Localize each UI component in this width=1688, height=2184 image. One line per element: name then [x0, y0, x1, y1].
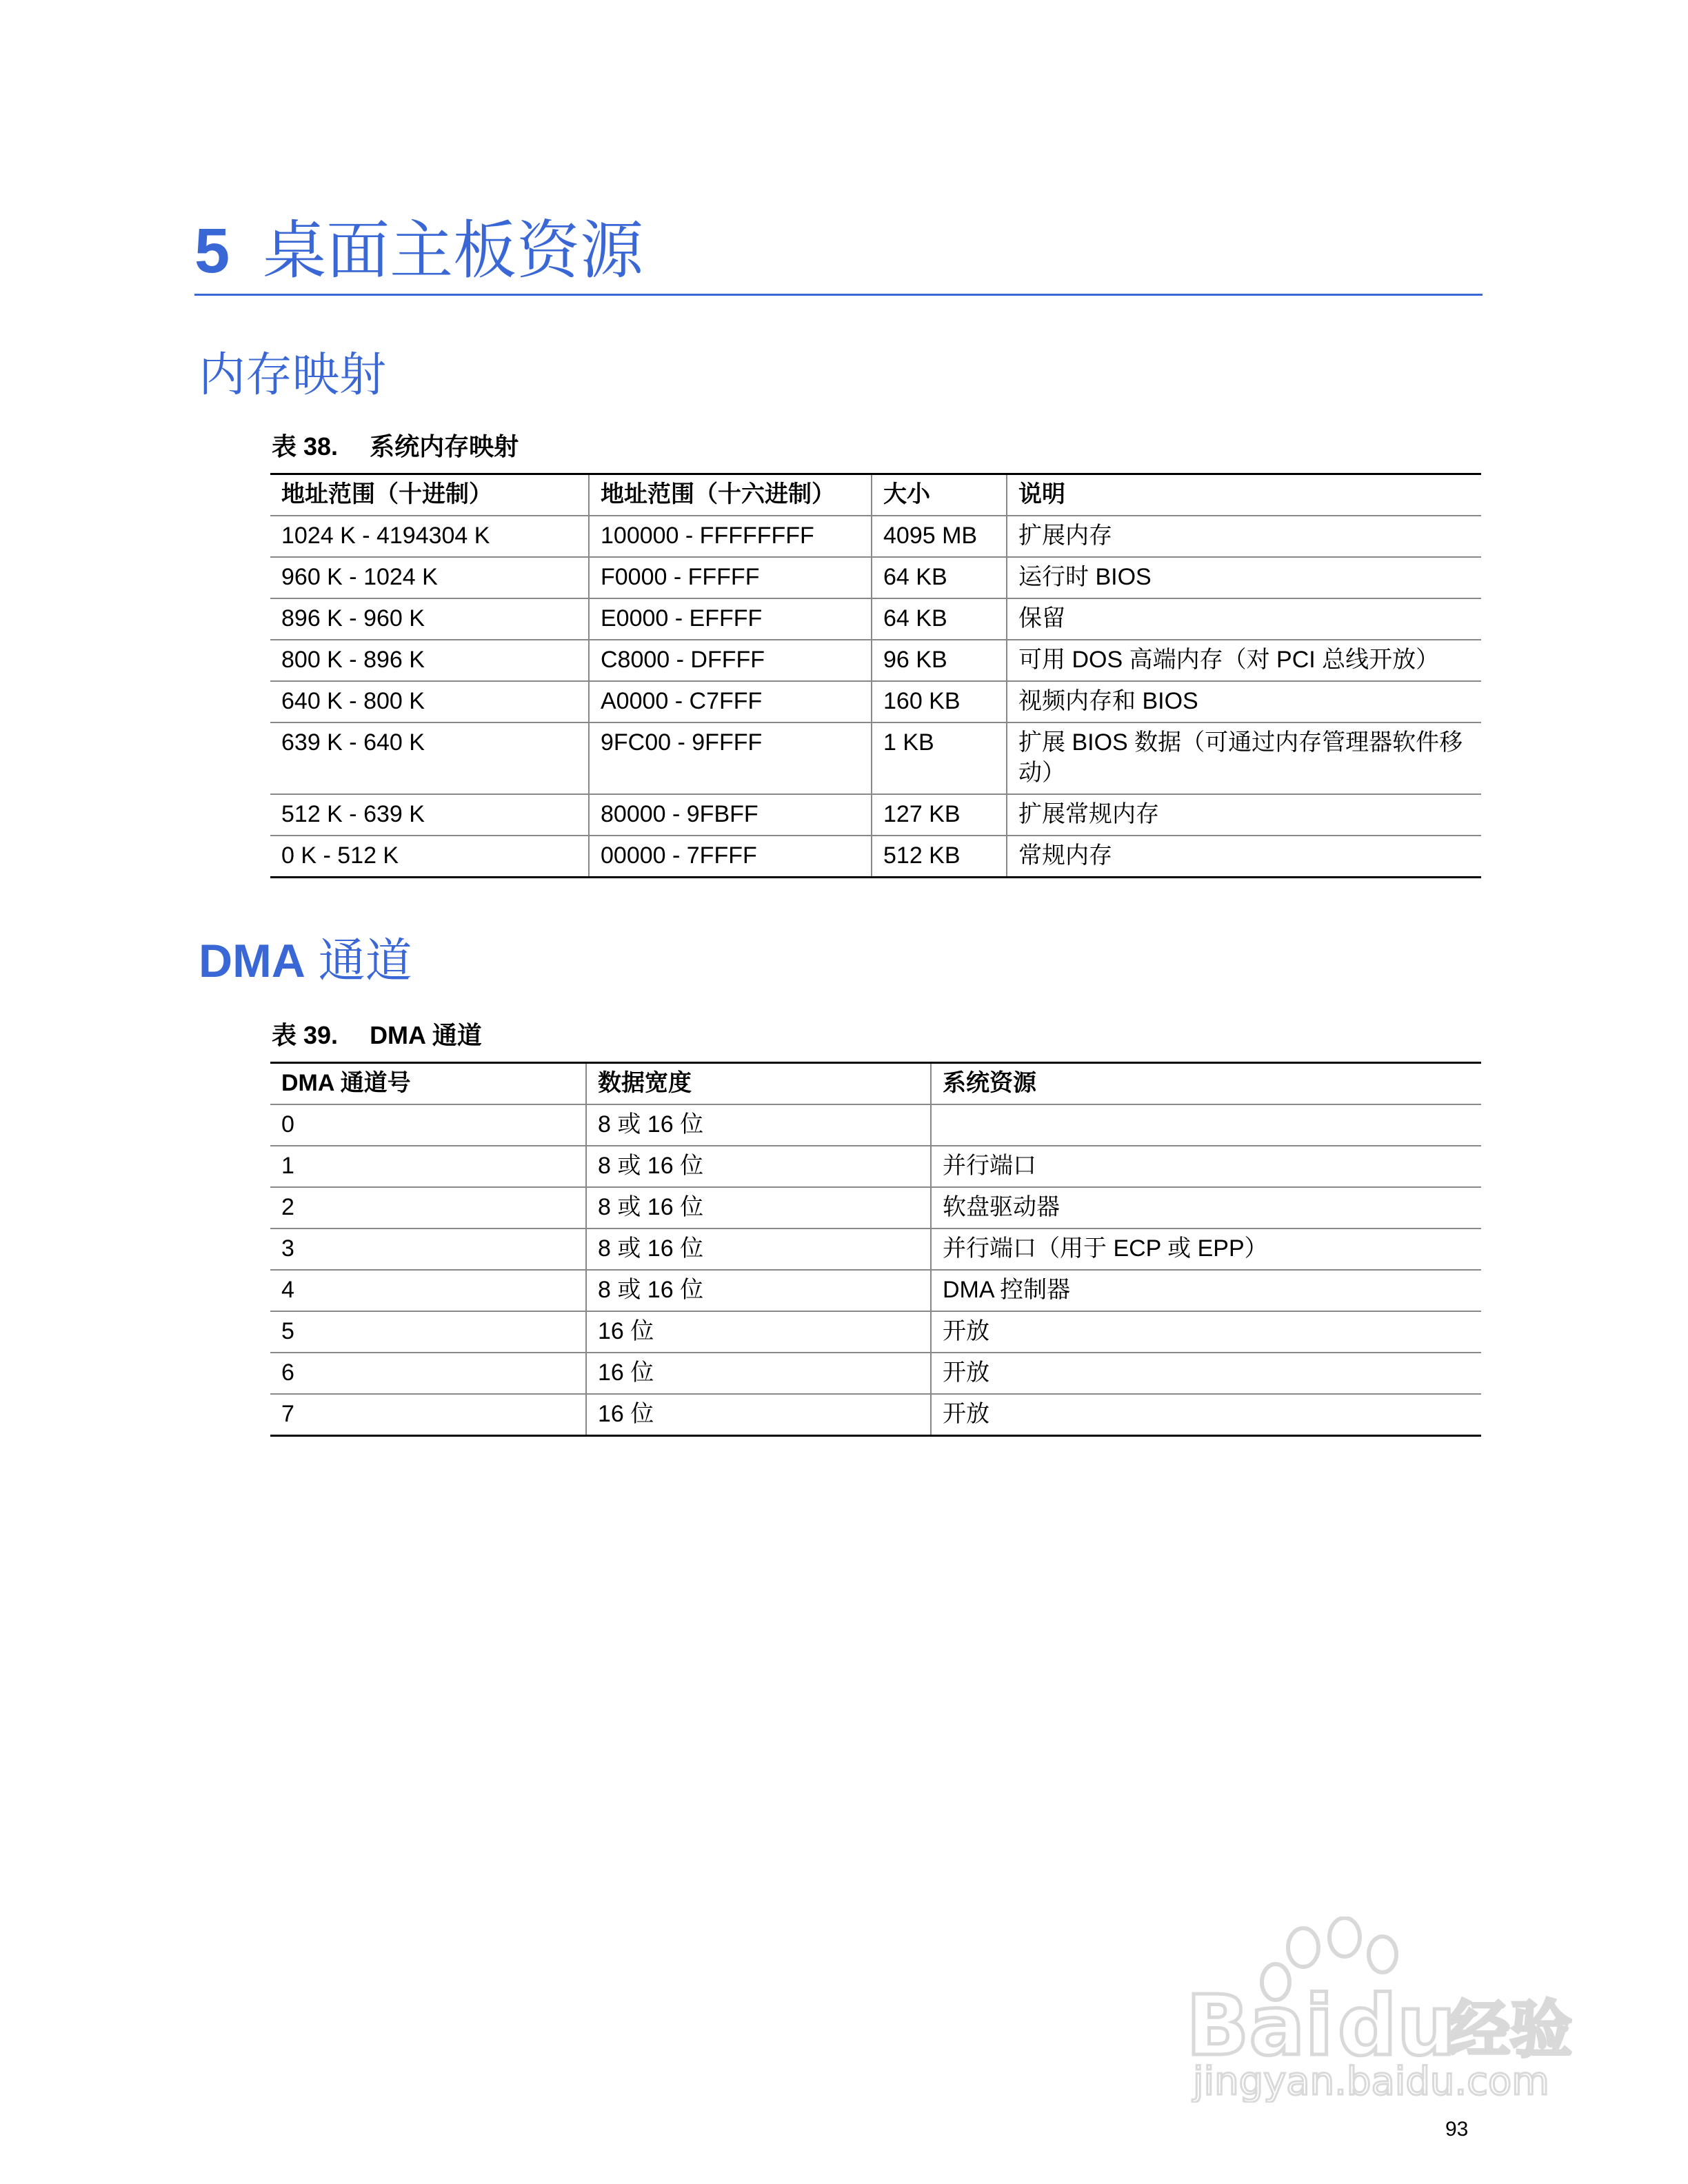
table-cell: 00000 - 7FFFF: [589, 836, 872, 878]
column-header: 数据宽度: [586, 1063, 931, 1105]
chapter-divider: [194, 294, 1483, 296]
table38-caption-title: 系统内存映射: [370, 432, 519, 461]
table-cell: 视频内存和 BIOS: [1007, 681, 1481, 722]
table39-caption-title: DMA 通道: [370, 1021, 482, 1049]
table-cell: 保留: [1007, 598, 1481, 640]
table-cell: 960 K - 1024 K: [270, 557, 589, 598]
table-cell: 开放: [931, 1394, 1481, 1436]
chapter-title: 桌面主板资源: [263, 214, 644, 287]
table-cell: 开放: [931, 1311, 1481, 1353]
table-cell: 9FC00 - 9FFFF: [589, 722, 872, 794]
table-header-row: [270, 1063, 1481, 1105]
table-cell: 运行时 BIOS: [1007, 557, 1481, 598]
dma-channel-row: [270, 1104, 1481, 1146]
table-cell: 7: [270, 1394, 586, 1436]
table-cell: 127 KB: [872, 794, 1007, 836]
table-cell: 3: [270, 1228, 586, 1270]
table-cell: 96 KB: [872, 640, 1007, 681]
table-cell: 开放: [931, 1353, 1481, 1394]
baidu-jingyan-watermark: [1172, 1917, 1572, 2103]
dma-channel-row: [270, 1228, 1481, 1270]
watermark-brand-latin: Bai: [1186, 1979, 1334, 2074]
chapter-number: 5: [194, 216, 230, 286]
table-cell: 可用 DOS 高端内存（对 PCI 总线开放）: [1007, 640, 1481, 681]
column-header: 地址范围（十进制）: [270, 474, 589, 516]
dma-channel-row: [270, 1353, 1481, 1394]
table39-caption-label: 表 39.: [272, 1021, 339, 1049]
section-heading-dma: [199, 924, 412, 991]
table-cell: 8 或 16 位: [586, 1228, 931, 1270]
table-cell: 640 K - 800 K: [270, 681, 589, 722]
table-cell: 639 K - 640 K: [270, 722, 589, 794]
column-header: DMA 通道号: [270, 1063, 586, 1105]
table-cell: F0000 - FFFFF: [589, 557, 872, 598]
memory-map-row: [270, 516, 1481, 557]
table-cell: 8 或 16 位: [586, 1270, 931, 1311]
column-header: 大小: [872, 474, 1007, 516]
memory-map-row: [270, 681, 1481, 722]
section-heading-memory: 内存映射: [199, 348, 387, 403]
table-cell: 4: [270, 1270, 586, 1311]
table-cell: 100000 - FFFFFFFF: [589, 516, 872, 557]
memory-map-row: [270, 836, 1481, 878]
chapter-heading: [194, 200, 643, 291]
table38-caption: [272, 427, 519, 463]
column-header: 系统资源: [931, 1063, 1481, 1105]
table-cell: DMA 控制器: [931, 1270, 1481, 1311]
table-cell: 1 KB: [872, 722, 1007, 794]
table-cell: 64 KB: [872, 557, 1007, 598]
memory-map-row: [270, 794, 1481, 836]
table-cell: 软盘驱动器: [931, 1187, 1481, 1228]
table-cell: 扩展常规内存: [1007, 794, 1481, 836]
table-cell: A0000 - C7FFF: [589, 681, 872, 722]
table-cell: 800 K - 896 K: [270, 640, 589, 681]
watermark-url: jingyan.baidu.com: [1193, 2059, 1549, 2103]
table-cell: 5: [270, 1311, 586, 1353]
table-cell: 8 或 16 位: [586, 1187, 931, 1228]
table-cell: 16 位: [586, 1394, 931, 1436]
dma-channel-table: [270, 1062, 1481, 1437]
table-cell: 64 KB: [872, 598, 1007, 640]
table-cell: 896 K - 960 K: [270, 598, 589, 640]
table-cell: 1024 K - 4194304 K: [270, 516, 589, 557]
column-header: 说明: [1007, 474, 1481, 516]
section-heading-dma-cjk: 通道: [318, 935, 412, 987]
table-cell: 扩展 BIOS 数据（可通过内存管理器软件移动）: [1007, 722, 1481, 794]
watermark-brand-cjk: 经验: [1448, 1994, 1572, 2066]
page-number: 93: [1445, 2118, 1469, 2141]
table-cell: 1: [270, 1146, 586, 1187]
dma-channel-row: [270, 1270, 1481, 1311]
section-heading-dma-latin: DMA: [199, 935, 305, 987]
table-cell: C8000 - DFFFF: [589, 640, 872, 681]
table-cell: 160 KB: [872, 681, 1007, 722]
table-cell: 16 位: [586, 1353, 931, 1394]
memory-map-row: [270, 557, 1481, 598]
table-cell: 80000 - 9FBFF: [589, 794, 872, 836]
memory-map-table: [270, 473, 1481, 878]
table-cell: 4095 MB: [872, 516, 1007, 557]
table-cell: 并行端口（用于 ECP 或 EPP）: [931, 1228, 1481, 1270]
dma-channel-row: [270, 1311, 1481, 1353]
table-cell: 0: [270, 1104, 586, 1146]
memory-map-row: [270, 722, 1481, 794]
table-cell: 512 KB: [872, 836, 1007, 878]
dma-channel-row: [270, 1187, 1481, 1228]
table-cell: 常规内存: [1007, 836, 1481, 878]
table-cell: 8 或 16 位: [586, 1104, 931, 1146]
table-cell: [931, 1104, 1481, 1146]
table38-caption-label: 表 38.: [272, 432, 339, 461]
table-cell: 16 位: [586, 1311, 931, 1353]
table-cell: E0000 - EFFFF: [589, 598, 872, 640]
table-cell: 并行端口: [931, 1146, 1481, 1187]
table-cell: 0 K - 512 K: [270, 836, 589, 878]
table-cell: 2: [270, 1187, 586, 1228]
dma-channel-row: [270, 1146, 1481, 1187]
table-cell: 6: [270, 1353, 586, 1394]
memory-map-row: [270, 598, 1481, 640]
watermark-brand-latin-2: du: [1338, 1979, 1456, 2074]
table-header-row: [270, 474, 1481, 516]
table-cell: 扩展内存: [1007, 516, 1481, 557]
dma-channel-row: [270, 1394, 1481, 1436]
table39-caption: [272, 1016, 482, 1051]
column-header: 地址范围（十六进制）: [589, 474, 872, 516]
table-cell: 8 或 16 位: [586, 1146, 931, 1187]
memory-map-row: [270, 640, 1481, 681]
table-cell: 512 K - 639 K: [270, 794, 589, 836]
